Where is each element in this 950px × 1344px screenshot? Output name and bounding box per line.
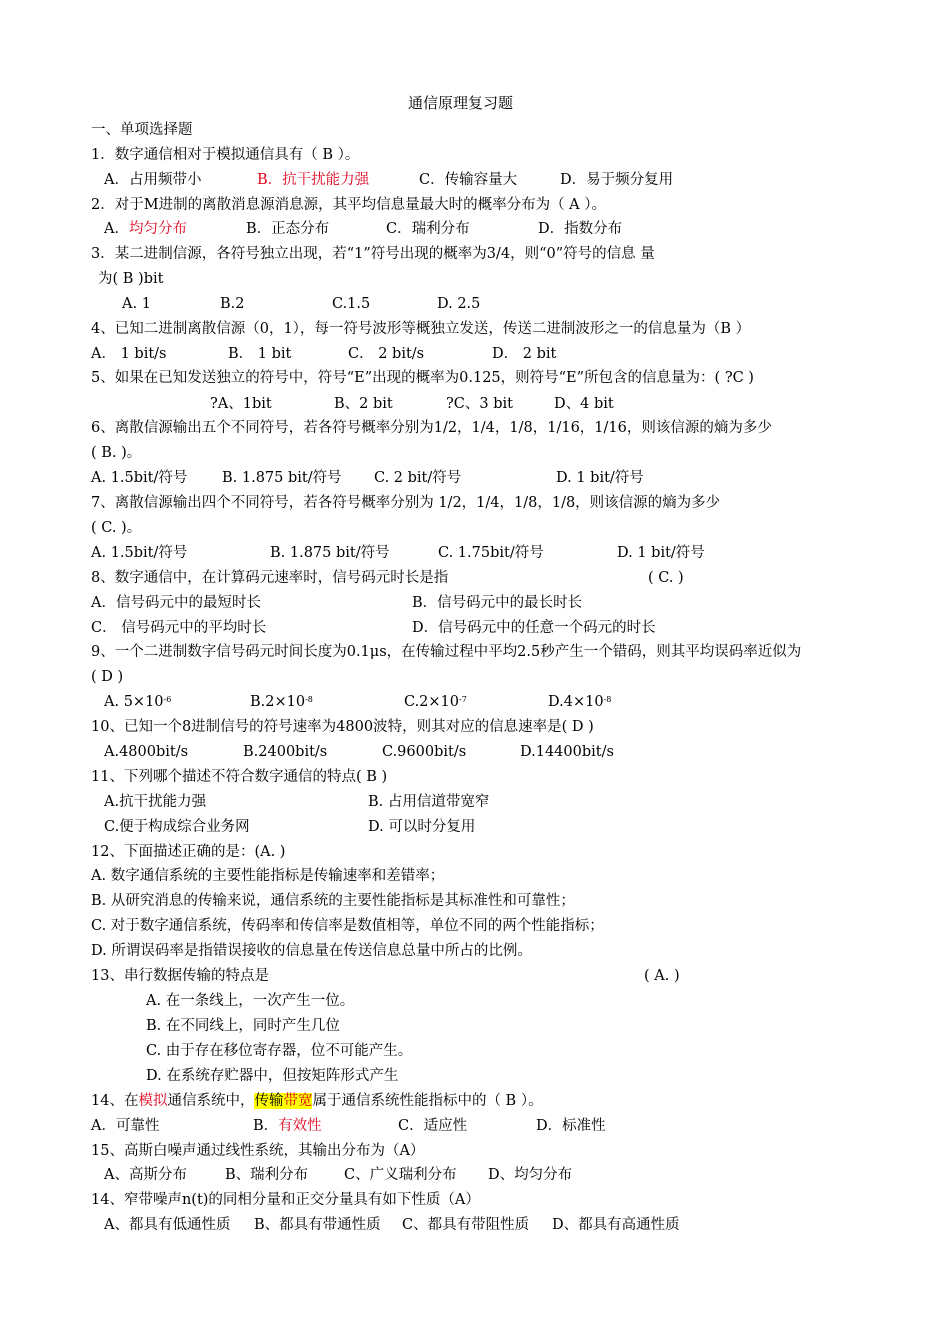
q5-option-c: ?C、3 bit	[446, 396, 513, 412]
q8-option-d: D．信号码元中的任意一个码元的时长	[412, 620, 656, 636]
q13-stem: 13、串行数据传输的特点是	[91, 968, 269, 984]
q5-option-d: D、4 bit	[554, 396, 614, 412]
q9-stem-line2: ( D )	[91, 669, 124, 685]
q1-option-b: B．抗干扰能力强	[257, 172, 370, 188]
q7-stem-line2: ( C. )。	[91, 520, 142, 536]
q10-option-b: B.2400bit/s	[243, 744, 328, 760]
q6-stem-line1: 6、离散信源输出五个不同符号，若各符号概率分别为1/2，1/4，1/8，1/16，1/16，则该信源的熵为多少	[91, 420, 772, 436]
q16-option-a: A、都具有低通性质	[104, 1217, 231, 1233]
q5-option-b: B、2 bit	[334, 396, 393, 412]
q14-option-a: A．可靠性	[91, 1118, 160, 1134]
q1-stem: 1．数字通信相对于模拟通信具有（ B ）。	[91, 147, 360, 163]
q3-stem-line1: 3．某二进制信源，各符号独立出现，若“1”符号出现的概率为3/4，则“0”符号的信息 量	[91, 246, 655, 262]
q14-option-d: D．标准性	[536, 1118, 606, 1134]
q2-option-a: A．均匀分布	[104, 221, 187, 237]
q14-stem: 14、在模拟通信系统中，传输带宽属于通信系统性能指标中的（ B ）。	[91, 1093, 543, 1109]
q11-option-c: C.便于构成综合业务网	[104, 819, 250, 835]
q3-stem-line2: 为( B )bit	[98, 271, 164, 287]
q9-option-c: $C.2\times 10^{-7}$	[404, 694, 467, 710]
q15-stem: 15、高斯白噪声通过线性系统，其输出分布为（A）	[91, 1143, 425, 1159]
q3-option-d: D. 2.5	[437, 296, 481, 312]
q15-option-d: D、均匀分布	[488, 1167, 573, 1183]
section-heading: 一、单项选择题	[91, 122, 193, 138]
q2-option-b: B．正态分布	[246, 221, 330, 237]
q3-option-a: A. 1	[122, 296, 151, 312]
q7-option-b: B. 1.875 bit/符号	[270, 545, 390, 561]
q13-answer: ( A. )	[644, 968, 680, 984]
q4-stem: 4、已知二进制离散信源（0，1），每一符号波形等概独立发送，传送二进制波形之一的信息量为（B ）	[91, 321, 751, 337]
q3-option-b: B.2	[220, 296, 245, 312]
q10-option-d: D.14400bit/s	[520, 744, 614, 760]
q16-option-d: D、都具有高通性质	[552, 1217, 680, 1233]
q9-option-b: $B.2\times 10^{-8}$	[250, 694, 313, 710]
q6-option-d: D. 1 bit/符号	[556, 470, 644, 486]
q4-option-d: D． 2 bit	[492, 346, 557, 362]
q8-stem: 8、数字通信中，在计算码元速率时，信号码元时长是指	[91, 570, 449, 586]
q16-stem: 14、窄带噪声n(t)的同相分量和正交分量具有如下性质（A）	[91, 1192, 480, 1208]
q3-option-c: C.1.5	[332, 296, 371, 312]
q13-option-b: B. 在不同线上，同时产生几位	[146, 1018, 340, 1034]
q10-stem: 10、已知一个8进制信号的符号速率为4800波特，则其对应的信息速率是( D )	[91, 719, 594, 735]
q7-option-d: D. 1 bit/符号	[617, 545, 705, 561]
q4-option-c: C． 2 bit/s	[348, 346, 425, 362]
q16-option-c: C、都具有带阻性质	[402, 1217, 530, 1233]
q2-option-d: D．指数分布	[538, 221, 623, 237]
q13-option-a: A. 在一条线上，一次产生一位。	[146, 993, 355, 1009]
q4-option-b: B． 1 bit	[228, 346, 292, 362]
q6-option-c: C. 2 bit/符号	[374, 470, 462, 486]
q1-option-a: A．占用频带小	[104, 172, 202, 188]
q14-option-c: C．适应性	[398, 1118, 468, 1134]
q8-answer: ( C. )	[648, 570, 684, 586]
q16-option-b: B、都具有带通性质	[254, 1217, 381, 1233]
q14-option-b: B．有效性	[253, 1118, 322, 1134]
q12-stem: 12、下面描述正确的是：(A. )	[91, 844, 286, 860]
q4-option-a: A． 1 bit/s	[91, 346, 167, 362]
q12-option-a: A. 数字通信系统的主要性能指标是传输速率和差错率；	[91, 868, 445, 884]
q9-option-a: A. $5\times 10^{-6}$	[104, 694, 172, 710]
q15-option-b: B、瑞利分布	[225, 1167, 309, 1183]
q11-option-a: A.抗干扰能力强	[104, 794, 207, 810]
q7-option-a: A. 1.5bit/符号	[91, 545, 188, 561]
q11-stem: 11、下列哪个描述不符合数字通信的特点( B )	[91, 769, 388, 785]
q15-option-a: A、高斯分布	[104, 1167, 187, 1183]
q12-option-c: C. 对于数字通信系统，传码率和传信率是数值相等，单位不同的两个性能指标；	[91, 918, 604, 934]
q8-option-c: C． 信号码元中的平均时长	[91, 620, 267, 636]
page-title: 通信原理复习题	[408, 94, 514, 112]
q8-option-b: B．信号码元中的最长时长	[412, 595, 583, 611]
q5-stem: 5、如果在已知发送独立的符号中，符号“E”出现的概率为0.125，则符号“E”所包含的信息量为：( ?C )	[91, 370, 754, 386]
q6-option-a: A. 1.5bit/符号	[91, 470, 188, 486]
q8-option-a: A．信号码元中的最短时长	[91, 595, 261, 611]
q6-stem-line2: ( B. )。	[91, 445, 142, 461]
q15-option-c: C、广义瑞利分布	[344, 1167, 457, 1183]
q9-option-d: $D.4\times 10^{-8}$	[548, 694, 612, 710]
q10-option-a: A.4800bit/s	[104, 744, 189, 760]
q10-option-c: C.9600bit/s	[382, 744, 467, 760]
q13-option-d: D. 在系统存贮器中，但按矩阵形式产生	[146, 1068, 399, 1084]
q11-option-d: D. 可以时分复用	[368, 819, 476, 835]
q1-option-c: C．传输容量大	[419, 172, 518, 188]
q7-option-c: C. 1.75bit/符号	[438, 545, 544, 561]
q5-option-a: ?A、1bit	[210, 396, 272, 412]
q11-option-b: B. 占用信道带宽窄	[368, 794, 490, 810]
q1-option-d: D．易于频分复用	[560, 172, 674, 188]
q6-option-b: B. 1.875 bit/符号	[222, 470, 342, 486]
q12-option-d: D. 所谓误码率是指错误接收的信息量在传送信息总量中所占的比例。	[91, 943, 532, 959]
q2-option-c: C．瑞利分布	[386, 221, 470, 237]
q13-option-c: C. 由于存在移位寄存器，位不可能产生。	[146, 1043, 413, 1059]
q9-stem-line1: 9、一个二进制数字信号码元时间长度为0.1μs，在传输过程中平均2.5秒产生一个错码，则其平均误码率近似为	[91, 644, 802, 660]
q2-stem: 2．对于M进制的离散消息源消息源，其平均信息量最大时的概率分布为（ A ）。	[91, 197, 607, 213]
q12-option-b: B. 从研究消息的传输来说，通信系统的主要性能指标是其标准性和可靠性；	[91, 893, 575, 909]
q7-stem-line1: 7、离散信源输出四个不同符号，若各符号概率分别为 1/2，1/4，1/8，1/8，则该信源的熵为多少	[91, 495, 721, 511]
